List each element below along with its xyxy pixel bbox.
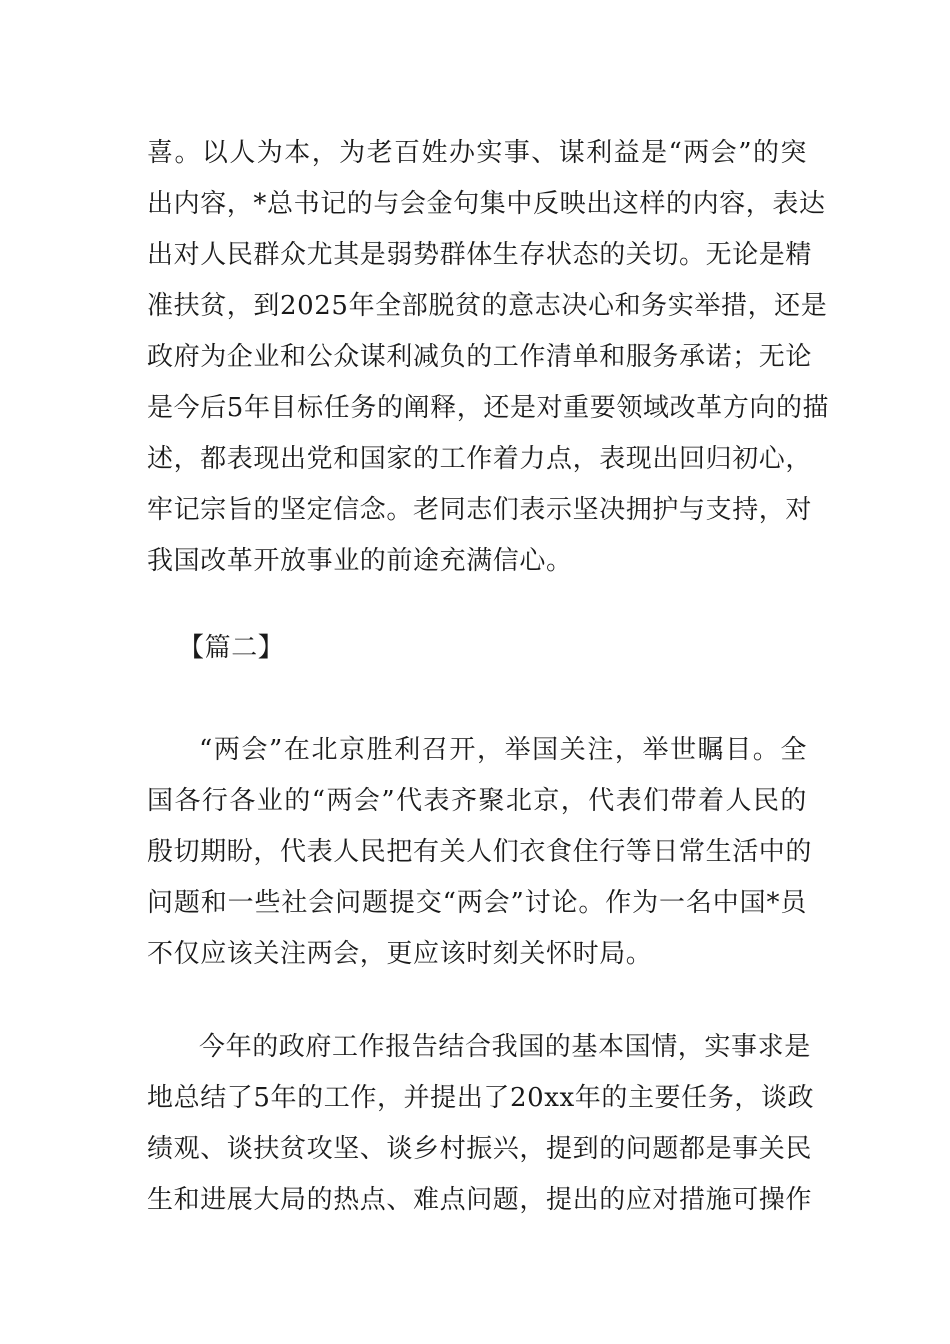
paragraph-two-sessions bbox=[147, 725, 813, 980]
text-line: 牢记宗旨的坚定信念。老同志们表示坚决拥护与支持，对 bbox=[147, 495, 813, 525]
text-line: 殷切期盼，代表人民把有关人们衣食住行等日常生活中的 bbox=[147, 837, 813, 867]
text-line: 政府为企业和公众谋利减负的工作清单和服务承诺；无论 bbox=[147, 342, 813, 372]
text-line: 是今后5年目标任务的阐释，还是对重要领域改革方向的描 bbox=[147, 393, 830, 423]
text-line: 今年的政府工作报告结合我国的基本国情，实事求是 bbox=[199, 1032, 811, 1062]
text-line: 问题和一些社会问题提交“两会”讨论。作为一名中国*员 bbox=[147, 888, 807, 918]
paragraph-government-report bbox=[147, 1022, 815, 1226]
text-line: 绩观、谈扶贫攻坚、谈乡村振兴，提到的问题都是事关民 bbox=[147, 1134, 813, 1164]
text-line: “两会”在北京胜利召开，举国关注，举世瞩目。全 bbox=[199, 735, 807, 765]
text-line: 生和进展大局的热点、难点问题，提出的应对措施可操作 bbox=[147, 1185, 813, 1215]
text-line: 国各行各业的“两会”代表齐聚北京，代表们带着人民的 bbox=[147, 786, 807, 816]
paragraph-continued bbox=[147, 128, 830, 587]
section-heading: 【篇二】 bbox=[178, 633, 285, 663]
text-line: 我国改革开放事业的前途充满信心。 bbox=[147, 546, 573, 576]
text-line: 述，都表现出党和国家的工作着力点，表现出回归初心， bbox=[147, 444, 813, 474]
text-line: 不仅应该关注两会，更应该时刻关怀时局。 bbox=[147, 939, 653, 969]
text-line: 准扶贫，到2025年全部脱贫的意志决心和务实举措，还是 bbox=[147, 291, 828, 321]
text-line: 出内容，*总书记的与会金句集中反映出这样的内容，表达 bbox=[147, 189, 826, 219]
text-line: 出对人民群众尤其是弱势群体生存状态的关切。无论是精 bbox=[147, 240, 813, 270]
text-line: 喜。以人为本，为老百姓办实事、谋利益是“两会”的突 bbox=[147, 138, 807, 168]
text-line: 地总结了5年的工作，并提出了20xx年的主要任务，谈政 bbox=[147, 1083, 815, 1113]
